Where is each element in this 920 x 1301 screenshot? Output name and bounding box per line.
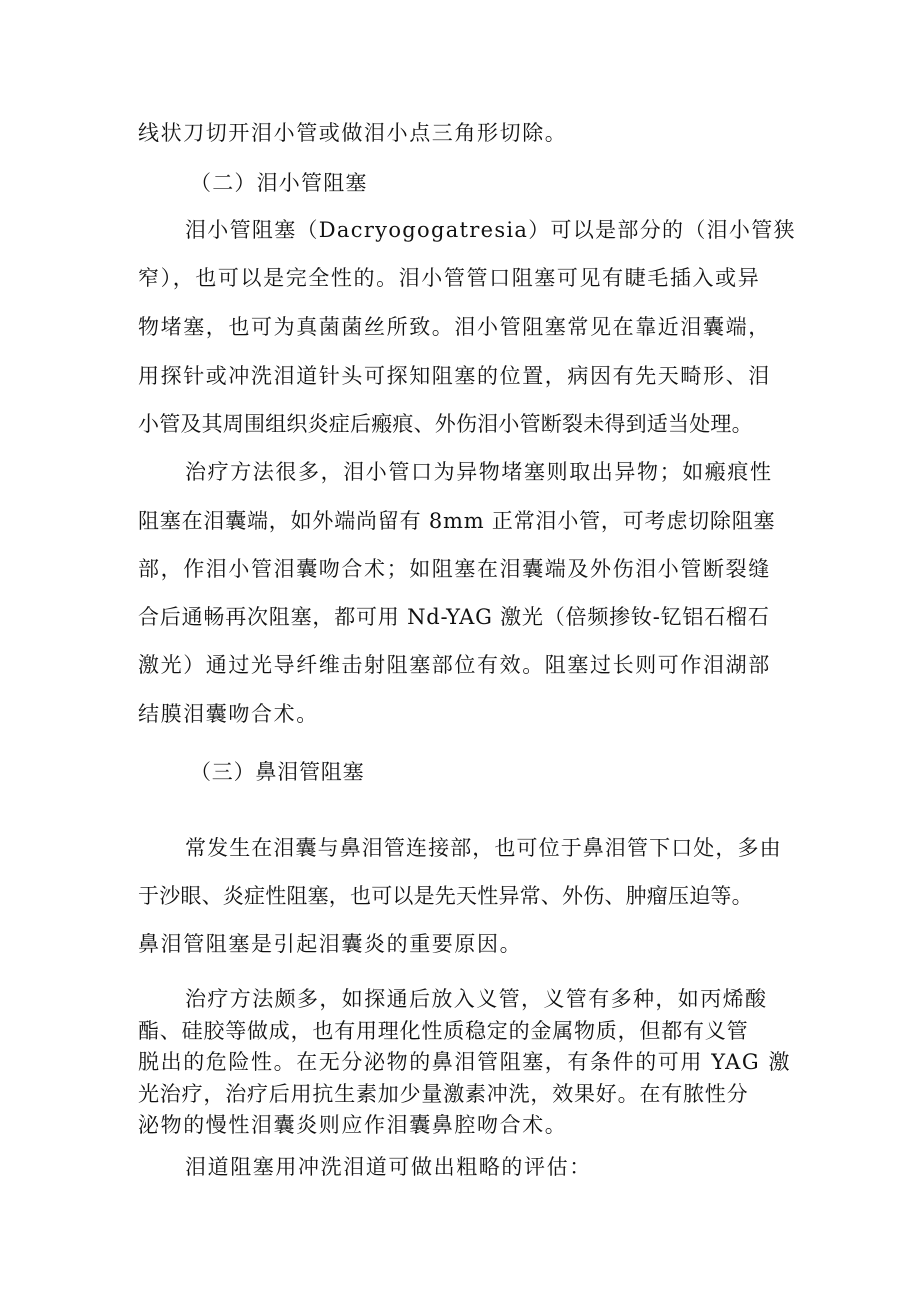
paragraph-line: 脱出的危险性。在无分泌物的鼻泪管阻塞，有条件的可用 YAG 激 <box>138 1050 792 1074</box>
paragraph-line: 光治疗，治疗后用抗生素加少量激素冲洗，效果好。在有脓性分 <box>138 1082 749 1106</box>
paragraph-line: 物堵塞，也可为真菌菌丝所致。泪小管阻塞常见在靠近泪囊端， <box>138 315 771 339</box>
paragraph-line: 于沙眼、炎症性阻塞，也可以是先天性异常、外伤、肿瘤压迫等。 <box>138 884 753 908</box>
paragraph-line: 泪小管阻塞（Dacryogogatresia）可以是部分的（泪小管狭 <box>185 218 796 242</box>
paragraph-line: 部，作泪小管泪囊吻合术；如阻塞在泪囊端及外伤泪小管断裂缝 <box>138 557 771 581</box>
paragraph-line: 合后通畅再次阻塞，都可用 Nd-YAG 激光（倍频掺钕-钇铝石榴石 <box>138 605 770 629</box>
paragraph-line: 泪道阻塞用冲洗泪道可做出粗略的评估： <box>185 1155 592 1179</box>
paragraph-line: 结膜泪囊吻合术。 <box>138 702 319 726</box>
paragraph-line: 鼻泪管阻塞是引起泪囊炎的重要原因。 <box>138 932 523 956</box>
paragraph-line: 小管及其周围组织炎症后瘢痕、外伤泪小管断裂未得到适当处理。 <box>138 412 753 436</box>
paragraph-line: 酯、硅胶等做成，也有用理化性质稳定的金属物质，但都有义管 <box>138 1019 749 1043</box>
paragraph-line: 用探针或冲洗泪道针头可探知阻塞的位置，病因有先天畸形、泪 <box>138 364 771 388</box>
section-heading: （三）鼻泪管阻塞 <box>190 760 365 784</box>
paragraph-line: 激光）通过光导纤维击射阻塞部位有效。阻塞过长则可作泪湖部 <box>138 653 771 677</box>
paragraph-line: 常发生在泪囊与鼻泪管连接部，也可位于鼻泪管下口处，多由 <box>185 836 782 860</box>
paragraph-line: 治疗方法很多，泪小管口为异物堵塞则取出异物；如瘢痕性 <box>185 460 773 484</box>
paragraph-line: 窄），也可以是完全性的。泪小管管口阻塞可见有睫毛插入或异 <box>138 266 761 290</box>
paragraph-line: 泌物的慢性泪囊炎则应作泪囊鼻腔吻合术。 <box>138 1113 568 1137</box>
section-heading: （二）泪小管阻塞 <box>190 171 368 195</box>
paragraph-line: 治疗方法颇多，如探通后放入义管，义管有多种，如丙烯酸 <box>185 987 768 1011</box>
paragraph-line: 阻塞在泪囊端，如外端尚留有 8mm 正常泪小管，可考虑切除阻塞 <box>138 509 776 533</box>
body-text-line: 线状刀切开泪小管或做泪小点三角形切除。 <box>138 121 568 145</box>
